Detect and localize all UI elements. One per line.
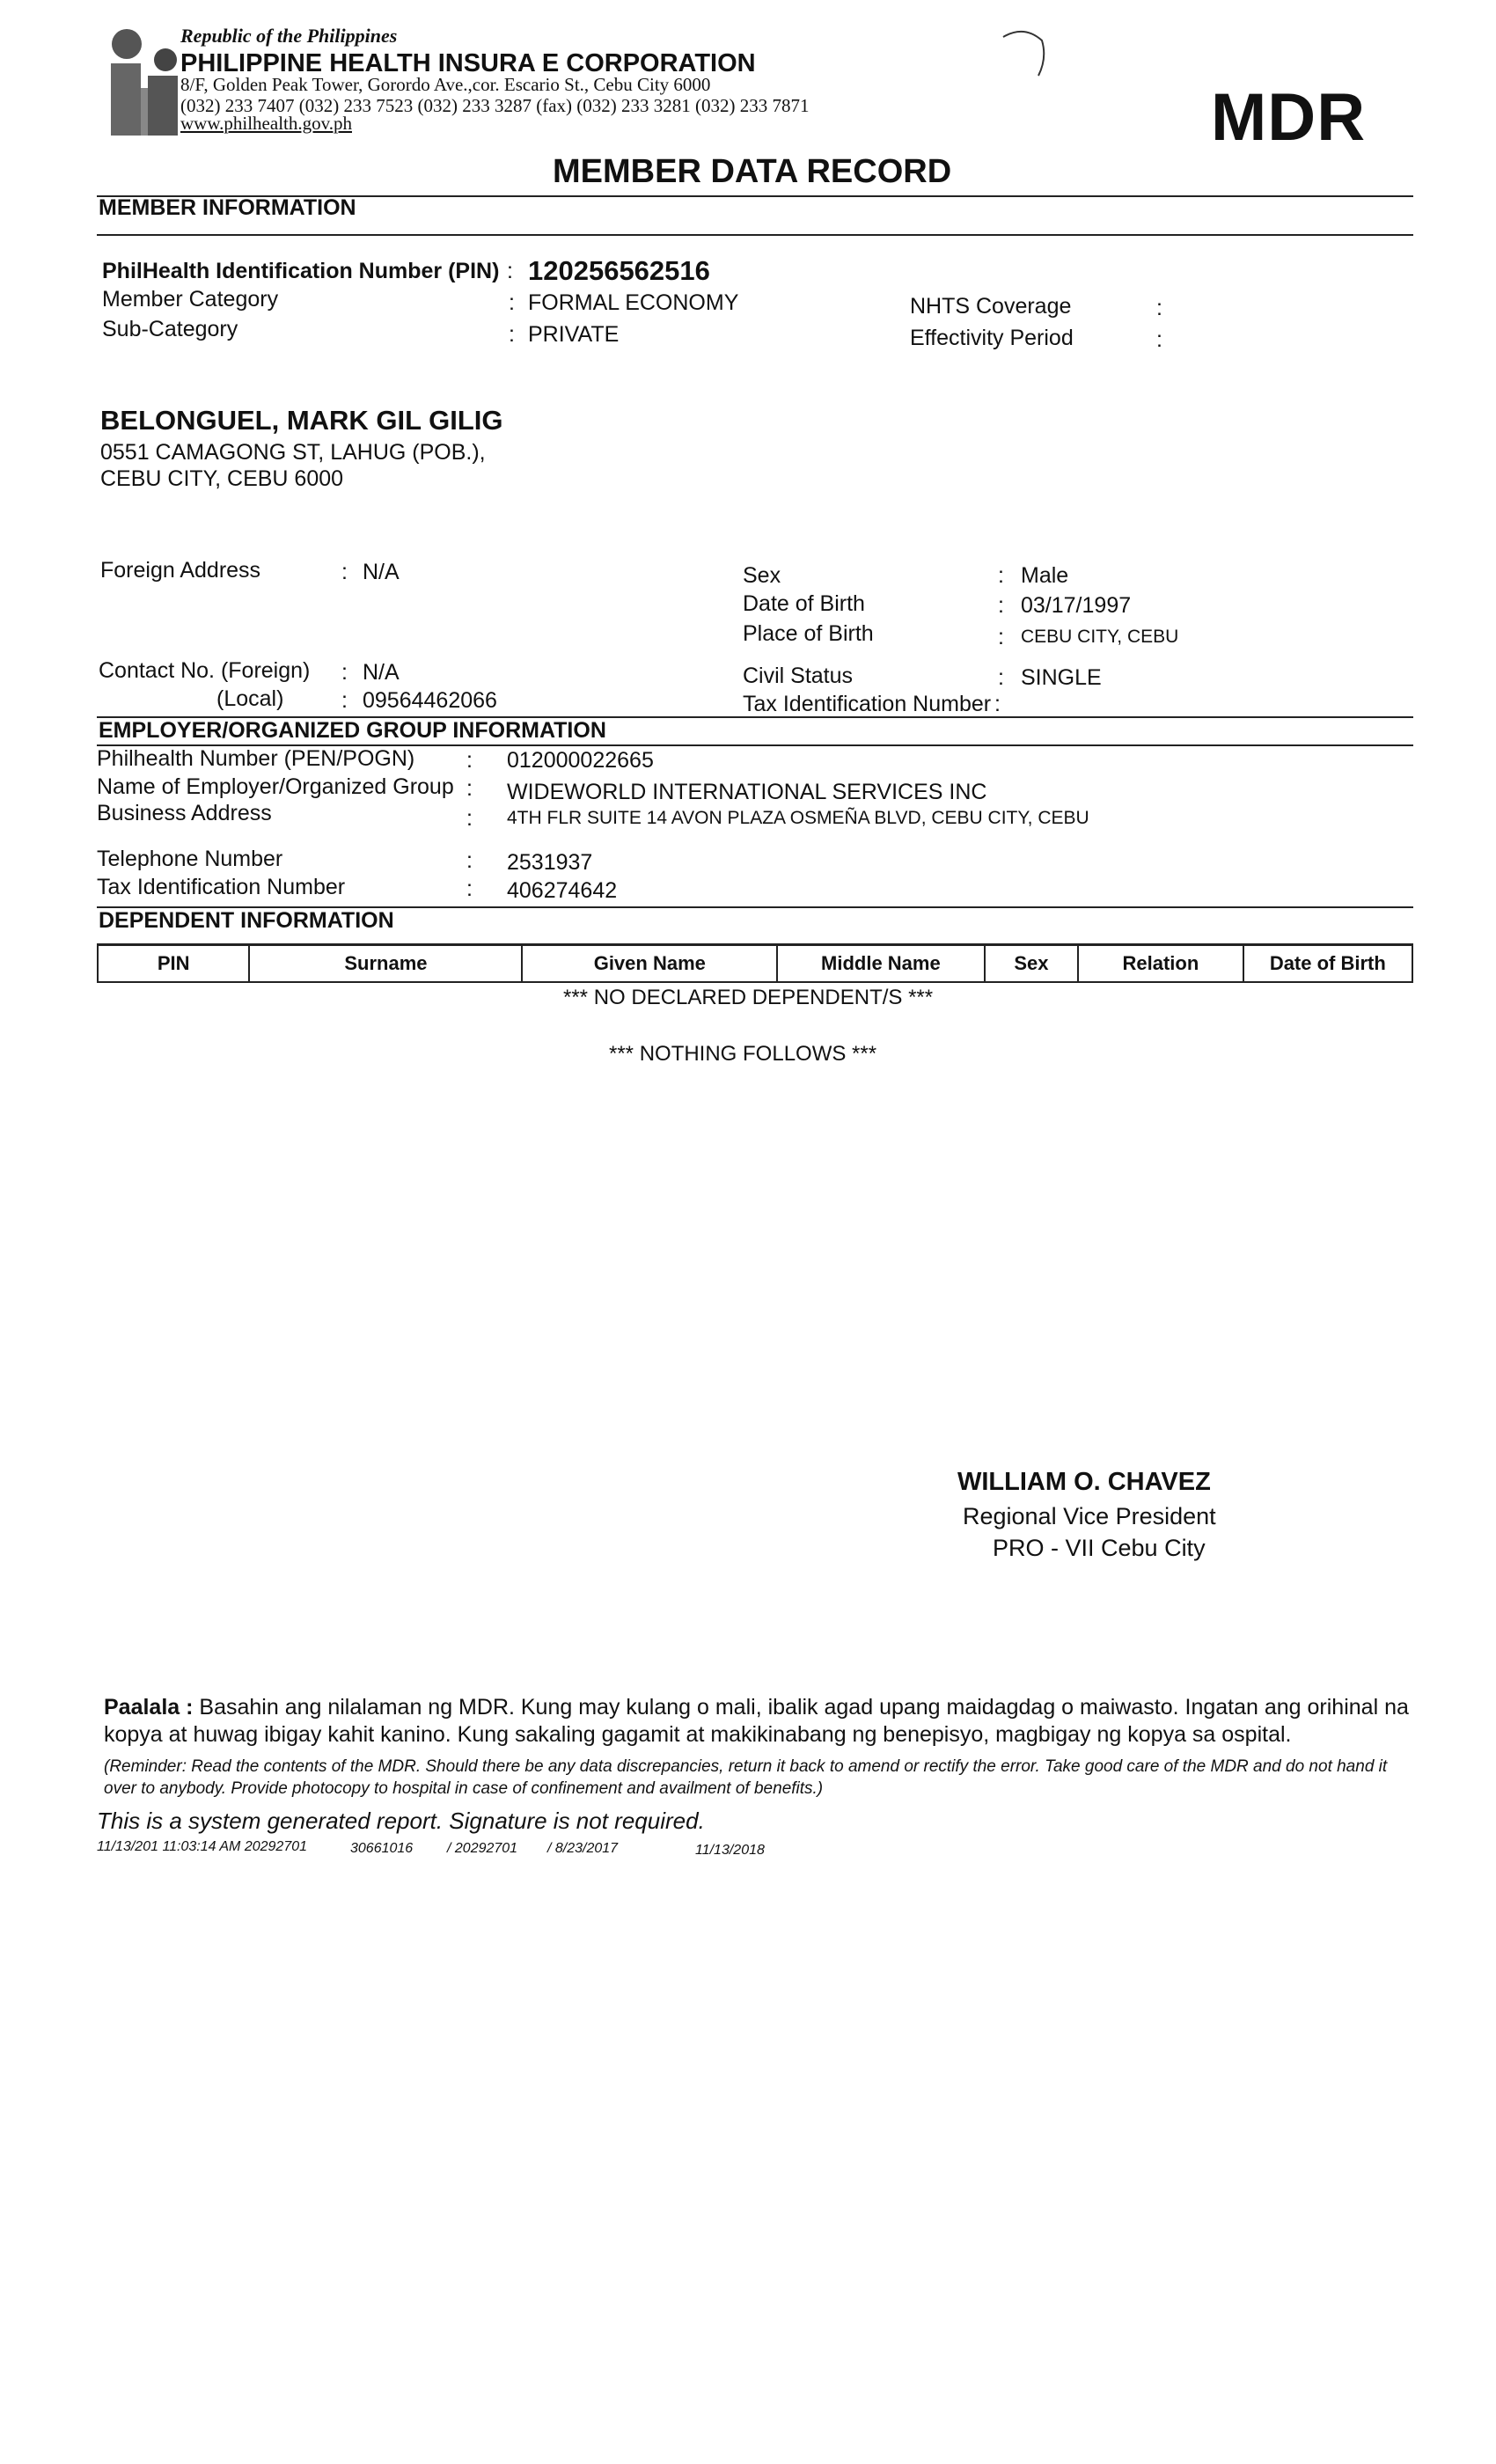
- system-note: This is a system generated report. Signature is not required.: [97, 1808, 705, 1834]
- employer-info-title: EMPLOYER/ORGANIZED GROUP INFORMATION: [99, 718, 606, 743]
- no-dependents-message: *** NO DECLARED DEPENDENT/S ***: [563, 986, 934, 1009]
- colon: :: [998, 665, 1004, 690]
- member-address-line2: CEBU CITY, CEBU 6000: [100, 466, 344, 491]
- republic-text: Republic of the Philippines: [180, 25, 398, 47]
- col-date-of-birth: Date of Birth: [1243, 945, 1412, 983]
- print-stamp-1: 11/13/201 11:03:14 AM 20292701: [97, 1839, 308, 1854]
- colon: :: [1156, 327, 1162, 352]
- sub-category-label: Sub-Category: [102, 317, 238, 341]
- col-middle-name: Middle Name: [777, 945, 985, 983]
- hole-punch-mark: [996, 28, 1049, 81]
- col-pin: PIN: [98, 945, 249, 983]
- sex-label: Sex: [743, 563, 781, 588]
- section-rule: [97, 234, 1413, 236]
- dependent-table: [97, 943, 1413, 983]
- member-address-line1: 0551 CAMAGONG ST, LAHUG (POB.),: [100, 440, 486, 465]
- org-name: PHILIPPINE HEALTH INSURA E CORPORATION: [180, 49, 756, 77]
- colon: :: [1156, 296, 1162, 320]
- employer-pen-value: 012000022665: [507, 748, 654, 773]
- colon: :: [998, 593, 1004, 618]
- civil-status-value: SINGLE: [1021, 665, 1102, 690]
- doc-title: MEMBER DATA RECORD: [553, 153, 952, 190]
- business-address-value: 4TH FLR SUITE 14 AVON PLAZA OSMEÑA BLVD, CEBU CITY, CEBU: [507, 808, 1089, 828]
- dob-label: Date of Birth: [743, 591, 865, 616]
- civil-status-label: Civil Status: [743, 664, 854, 688]
- colon: :: [466, 806, 473, 831]
- employer-pen-label: Philhealth Number (PEN/POGN): [97, 746, 415, 771]
- employer-tin-label: Tax Identification Number: [97, 875, 346, 899]
- employer-name-label: Name of Employer/Organized Group: [97, 774, 454, 799]
- effectivity-period-label: Effectivity Period: [910, 326, 1074, 350]
- colon: :: [341, 688, 348, 713]
- dob-value: 03/17/1997: [1021, 593, 1132, 618]
- employer-name-value: WIDEWORLD INTERNATIONAL SERVICES INC: [507, 780, 987, 804]
- col-sex: Sex: [985, 945, 1079, 983]
- foreign-address-value: N/A: [363, 560, 400, 584]
- print-stamp-5: 11/13/2018: [695, 1843, 765, 1858]
- org-address: 8/F, Golden Peak Tower, Gorordo Ave.,cor. Escario St., Cebu City 6000: [180, 74, 711, 95]
- dependent-table-header: [98, 945, 1412, 983]
- col-relation: Relation: [1078, 945, 1243, 983]
- dependent-info-title: DEPENDENT INFORMATION: [99, 908, 394, 933]
- pin-label: PhilHealth Identification Number (PIN): [102, 259, 500, 283]
- contact-foreign-label: Contact No. (Foreign): [99, 658, 311, 683]
- contact-foreign-value: N/A: [363, 660, 400, 685]
- print-stamp-2: 30661016: [350, 1841, 414, 1856]
- member-tin-label: Tax Identification Number: [743, 692, 992, 716]
- member-category-value: FORMAL ECONOMY: [528, 290, 739, 315]
- foreign-address-label: Foreign Address: [100, 558, 261, 583]
- colon: :: [341, 560, 348, 584]
- employer-phone-label: Telephone Number: [97, 847, 283, 871]
- sex-value: Male: [1021, 563, 1069, 588]
- colon: :: [466, 876, 473, 901]
- colon: :: [509, 290, 515, 315]
- member-info-title: MEMBER INFORMATION: [99, 195, 356, 220]
- org-phones: (032) 233 7407 (032) 233 7523 (032) 233 3287 (fax) (032) 233 3281 (032) 233 7871: [180, 95, 810, 116]
- print-stamp-3: / 20292701: [447, 1841, 518, 1856]
- signatory-title: Regional Vice President: [963, 1503, 1216, 1529]
- contact-local-value: 09564462066: [363, 688, 497, 713]
- colon: :: [509, 322, 515, 347]
- org-website[interactable]: www.philhealth.gov.ph: [180, 113, 352, 134]
- nhts-coverage-label: NHTS Coverage: [910, 294, 1072, 319]
- philhealth-logo-icon: [104, 26, 188, 141]
- signatory-office: PRO - VII Cebu City: [993, 1535, 1206, 1561]
- paalala-label: Paalala :: [104, 1695, 194, 1720]
- employer-tin-value: 406274642: [507, 878, 618, 903]
- colon: :: [994, 692, 1001, 716]
- pin-value: 120256562516: [528, 255, 710, 286]
- sub-category-value: PRIVATE: [528, 322, 620, 347]
- colon: :: [341, 660, 348, 685]
- signatory-name: WILLIAM O. CHAVEZ: [957, 1468, 1211, 1496]
- colon: :: [466, 848, 473, 873]
- col-given-name: Given Name: [522, 945, 777, 983]
- pob-value: CEBU CITY, CEBU: [1021, 627, 1179, 647]
- member-name: BELONGUEL, MARK GIL GILIG: [100, 405, 503, 436]
- colon: :: [466, 748, 473, 773]
- reminder-text: (Reminder: Read the contents of the MDR. Should there be any data discrepancies, return it back to amend or rectify the error. Take good care of the MDR and do not hand it over to anybody. Provide photocopy to hospital in case of confinement and availment of benefits.): [104, 1757, 1388, 1798]
- doc-code: MDR: [1211, 80, 1367, 155]
- paalala-text: Basahin ang nilalaman ng MDR. Kung may kulang o mali, ibalik agad upang maidagdag o maiwasto. Ingatan ang orihinal na kopya at huwag ibigay kahit kanino. Kung sakaling gagamit at makikinabang ng benepisyo, magbigay ng kopya sa ospital.: [104, 1695, 1409, 1747]
- paalala-note: [104, 1694, 1424, 1749]
- print-stamp-4: / 8/23/2017: [547, 1841, 619, 1856]
- pob-label: Place of Birth: [743, 621, 874, 646]
- business-address-label: Business Address: [97, 801, 272, 825]
- colon: :: [466, 776, 473, 801]
- colon: :: [507, 259, 513, 283]
- employer-phone-value: 2531937: [507, 850, 593, 875]
- colon: :: [998, 563, 1004, 588]
- member-category-label: Member Category: [102, 287, 279, 312]
- col-surname: Surname: [249, 945, 522, 983]
- colon: :: [998, 625, 1004, 649]
- contact-local-label: (Local): [216, 686, 284, 711]
- nothing-follows: *** NOTHING FOLLOWS ***: [609, 1042, 877, 1066]
